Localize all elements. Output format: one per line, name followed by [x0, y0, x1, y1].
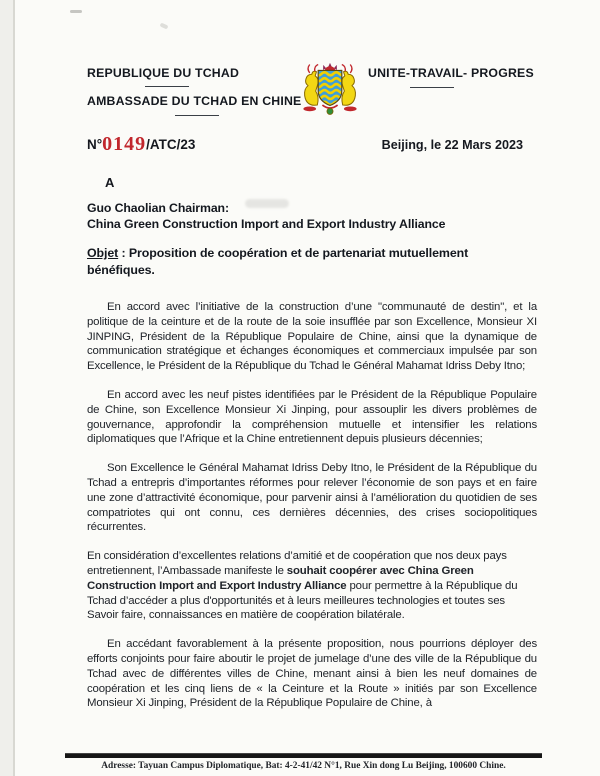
letterhead-right [368, 66, 537, 88]
subject-text: Proposition de coopération et de partenariat mutuellement bénéfiques. [87, 246, 469, 277]
national-motto: UNITE-TRAVAIL- PROGRES [368, 66, 534, 80]
letterhead-left [87, 66, 302, 116]
scan-smudge [245, 199, 289, 208]
addressee-organization: China Green Construction Import and Export Industry Alliance [87, 216, 446, 231]
subject-line [87, 245, 537, 279]
date-line: Beijing, le 22 Mars 2023 [381, 138, 523, 152]
footer-divider [65, 753, 542, 758]
paragraph-segment: En accord avec l’initiative de la construction d’une "communauté de destin", et la politique de la ceinture et de la route de la soie insufflée par son Excellence, Monsieur XI JINPING, Président de la République Populaire de Chine, ainsi que la dynamique de communication stratégique et échanges économiques et commerciaux impulsée par son Excellence, le Président de la République du Tchad le Général Mahamat Idriss Deby Itno; [87, 301, 537, 373]
reference-prefix: N° [87, 137, 103, 152]
paragraph-segment: En accord avec les neuf pistes identifiées par le Président de la République Populaire de Chine, son Excellence Monsieur Xi Jinping, pour assouplir les divers problèmes de gouvernance, approfondir la compréhension mutuelle et intensifier les relations diplomatiques que l’Afrique et la Chine entretiennent depuis plusieurs décennies; [87, 388, 537, 446]
divider [410, 87, 454, 88]
divider [145, 86, 189, 87]
page-footer [65, 753, 542, 771]
chad-coat-of-arms-icon [292, 60, 368, 118]
embassy-name: AMBASSADE DU TCHAD EN CHINE [87, 94, 302, 108]
subject-label: Objet [87, 246, 119, 260]
paragraph-segment: En considération d’excellentes relations d’amitié et de coopération que nos deux pays entretiennent, l’Ambassade manifeste le [87, 550, 507, 577]
country-name: REPUBLIQUE DU TCHAD [87, 66, 240, 80]
reference-suffix: /ATC/23 [146, 137, 196, 152]
paragraph-segment: En accédant favorablement à la présente proposition, nous pourrions déployer des efforts conjoints pour faire aboutir le projet de jumelage d’une des ville de la République du Tchad avec de différentes villes de Chine, menant ainsi à bien les neuf domaines de coopération et les cinq liens de « la Ceinture et la Route » initiés par son Excellence Monsieur Xi Jinping, Président de la République Populaire de Chine, à [87, 638, 537, 710]
letter-paragraph [87, 549, 537, 623]
reference-row [87, 132, 537, 155]
addressee-marker: A [105, 175, 115, 190]
letterhead [87, 66, 537, 118]
divider [175, 115, 219, 116]
letter-paragraph [87, 300, 537, 374]
letter-paragraph [87, 388, 537, 447]
addressee-name: Guo Chaolian Chairman: [87, 201, 229, 215]
paragraph-segment: Son Excellence le Général Mahamat Idriss Deby Itno, le Président de la République du Tchad a entrepris d’importantes réformes pour relever l’économie de son pays et en faire une zone d’attractivité économique, pour parvenir ainsi à l’amélioration du quotidien de ses compatriotes qui ont connu, ces dernières décennies, des crises sociopolitiques récurrentes. [87, 462, 537, 534]
paragraph-segment-bold: souhait coopérer avec China Green Construction Import and Export Industry Alliance [87, 564, 474, 592]
addressee-block [87, 201, 537, 232]
subject-separator: : [118, 246, 129, 260]
footer-address: Adresse: Tayuan Campus Diplomatique, Bat: 4-2-41/42 N°1, Rue Xin dong Lu Beijing, 100600 Chine. [101, 760, 506, 771]
letter-paragraph [87, 461, 537, 535]
reference-number [87, 132, 195, 155]
letter-paragraph [87, 637, 537, 711]
paragraph-segment: pour permettre à la République du Tchad d’accéder a plus d'opportunités et à leurs meilleures technologies et toutes ses Savoir faire, connaissances en matière de coopération bilatérale. [87, 579, 518, 622]
letter-body [87, 300, 537, 711]
reference-digits: 0149 [102, 133, 147, 155]
